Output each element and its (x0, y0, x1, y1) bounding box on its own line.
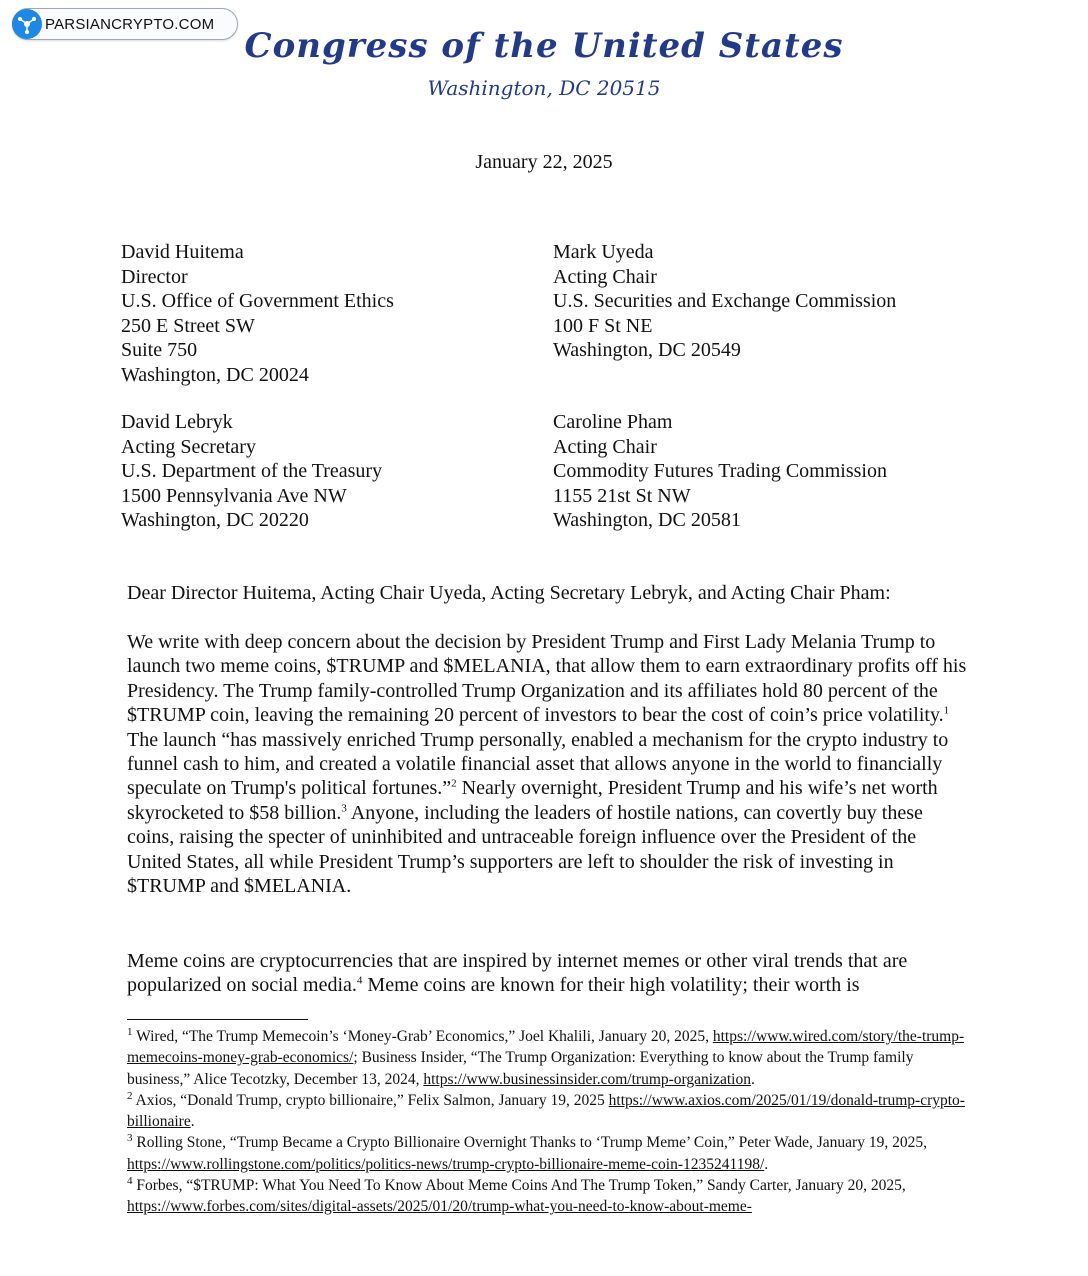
letterhead-subtitle: Washington, DC 20515 (427, 76, 661, 100)
letter-date: January 22, 2025 (475, 151, 613, 173)
addressee-block-lebryk (121, 410, 382, 533)
addressee-line: David Huitema (121, 241, 244, 263)
salutation: Dear Director Huitema, Acting Chair Uyeda, Acting Secretary Lebryk, and Acting Chair Pham: (127, 582, 891, 604)
footnote-text: Rolling Stone, “Trump Became a Crypto Billionaire Overnight Thanks to ‘Trump Meme’ Coin,” Peter Wade, January 19, 2025, (132, 1134, 927, 1152)
addressee-line: Commodity Futures Trading Commission (553, 460, 887, 483)
footnote-link[interactable]: https://www.wired.com/story/the-trump-memecoins-money-grab-economics/ (127, 1028, 965, 1067)
addressee-line: Washington, DC 20581 (553, 509, 741, 532)
paragraph-2-text: Meme coins are known for their high volatility; their worth is (362, 974, 860, 997)
footnote-text: . (750, 1070, 755, 1088)
paragraph-1-text: We write with deep concern about the decision by President Trump and First Lady Melania Trump to launch two meme coins, $TRUMP and $MELANIA, that allow them to earn extraordinary profits off his Presidency. The Trump family-controlled Trump Organization and its affiliates hold 80 percent of the $TRUMP coin, leaving the remaining 20 percent of investors to bear the cost of coin’s price volatility. (127, 631, 967, 727)
addressee-block-huitema (121, 240, 394, 388)
footnotes (127, 1026, 977, 1218)
footnote-number: 4 (127, 1174, 133, 1187)
footnote-2 (127, 1090, 977, 1133)
footnote-ref-1: 1 (943, 704, 950, 717)
addressee-line: Acting Secretary (121, 435, 256, 458)
paragraph-2-text: Meme coins are cryptocurrencies that are inspired by internet memes or other viral trends that are popularized on social media. (127, 950, 908, 997)
addressee-line: Acting Chair (553, 435, 657, 458)
addressee-line: 250 E Street SW (121, 314, 255, 337)
addressee-line: 100 F St NE (553, 314, 653, 337)
addressee-line: Suite 750 (121, 339, 198, 362)
addressee-line: Mark Uyeda (553, 241, 654, 263)
footnote-text: . (764, 1155, 769, 1173)
footnote-ref-4: 4 (356, 974, 363, 987)
paragraph-1-text: Anyone, including the leaders of hostile nations, can covertly buy these coins, raising the specter of uninhibited and untraceable foreign influence over the President of the United States, all while President Trump’s supporters are left to shoulder the risk of investing in $TRUMP and $MELANIA. (127, 801, 923, 898)
addressee-block-pham (553, 410, 887, 533)
footnote-text: Axios, “Donald Trump, crypto billionaire,” Felix Salmon, January 19, 2025 (132, 1091, 609, 1109)
addressee-line: U.S. Securities and Exchange Commission (553, 290, 897, 313)
footnote-link[interactable]: https://www.forbes.com/sites/digital-assets/2025/01/20/trump-what-you-need-to-know-about-meme- (127, 1198, 752, 1216)
addressee-line: David Lebryk (121, 411, 233, 433)
addressee-line: Washington, DC 20024 (121, 363, 309, 386)
footnote-number: 1 (127, 1025, 133, 1038)
footnote-number: 3 (127, 1132, 133, 1145)
footnote-link[interactable]: https://www.rollingstone.com/politics/politics-news/trump-crypto-billionaire-meme-coin-1235241198/ (127, 1155, 765, 1173)
addressee-line: U.S. Department of the Treasury (121, 460, 383, 483)
footnote-3 (127, 1132, 977, 1175)
footnote-link[interactable]: https://www.businessinsider.com/trump-organization (423, 1070, 751, 1088)
footnote-divider (127, 1019, 308, 1020)
footnote-1 (127, 1026, 977, 1090)
addressee-line: Acting Chair (553, 265, 657, 288)
paragraph-2 (127, 949, 967, 998)
addressee-line: Director (121, 265, 188, 288)
footnote-text: . (190, 1113, 195, 1131)
footnote-text: ; Business Insider, “The Trump Organization: Everything to know about the Trump family business,” Alice Tecotzky, December 13, 2024, (127, 1049, 914, 1088)
addressee-line: 1155 21st St NW (553, 484, 691, 507)
footnote-link[interactable]: https://www.axios.com/2025/01/19/donald-trump-crypto-billionaire (127, 1091, 965, 1131)
addressee-line: Washington, DC 20220 (121, 509, 309, 532)
letterhead-title: Congress of the United States (244, 26, 844, 66)
paragraph-1-text: The launch “has massively enriched Trump personally, enabled a mechanism for the crypto industry to funnel cash to him, and created a volatile financial asset that allows anyone in the world to financially speculate on Trump's political fortunes.” (127, 728, 949, 800)
addressee-line: U.S. Office of Government Ethics (121, 290, 394, 313)
letterhead (0, 26, 1088, 100)
addressee-line: 1500 Pennsylvania Ave NW (121, 484, 347, 507)
footnote-text: Forbes, “$TRUMP: What You Need To Know About Meme Coins And The Trump Token,” Sandy Carter, January 20, 2025, (132, 1177, 906, 1195)
footnote-ref-2: 2 (451, 777, 457, 790)
paragraph-1 (127, 630, 967, 898)
paragraph-1-text: Nearly overnight, President Trump and his wife’s net worth skyrocketed to $58 billion. (127, 777, 938, 824)
addressee-block-uyeda (553, 240, 896, 363)
footnote-text: Wired, “The Trump Memecoin’s ‘Money-Grab’ Economics,” Joel Khalili, January 20, 2025, (132, 1028, 713, 1045)
footnote-ref-3: 3 (341, 802, 347, 815)
addressee-line: Washington, DC 20549 (553, 339, 741, 362)
watermark-text: PARSIANCRYPTO.COM (45, 15, 215, 33)
footnote-4 (127, 1175, 977, 1218)
addressee-line: Caroline Pham (553, 411, 673, 433)
footnote-number: 2 (127, 1089, 133, 1102)
